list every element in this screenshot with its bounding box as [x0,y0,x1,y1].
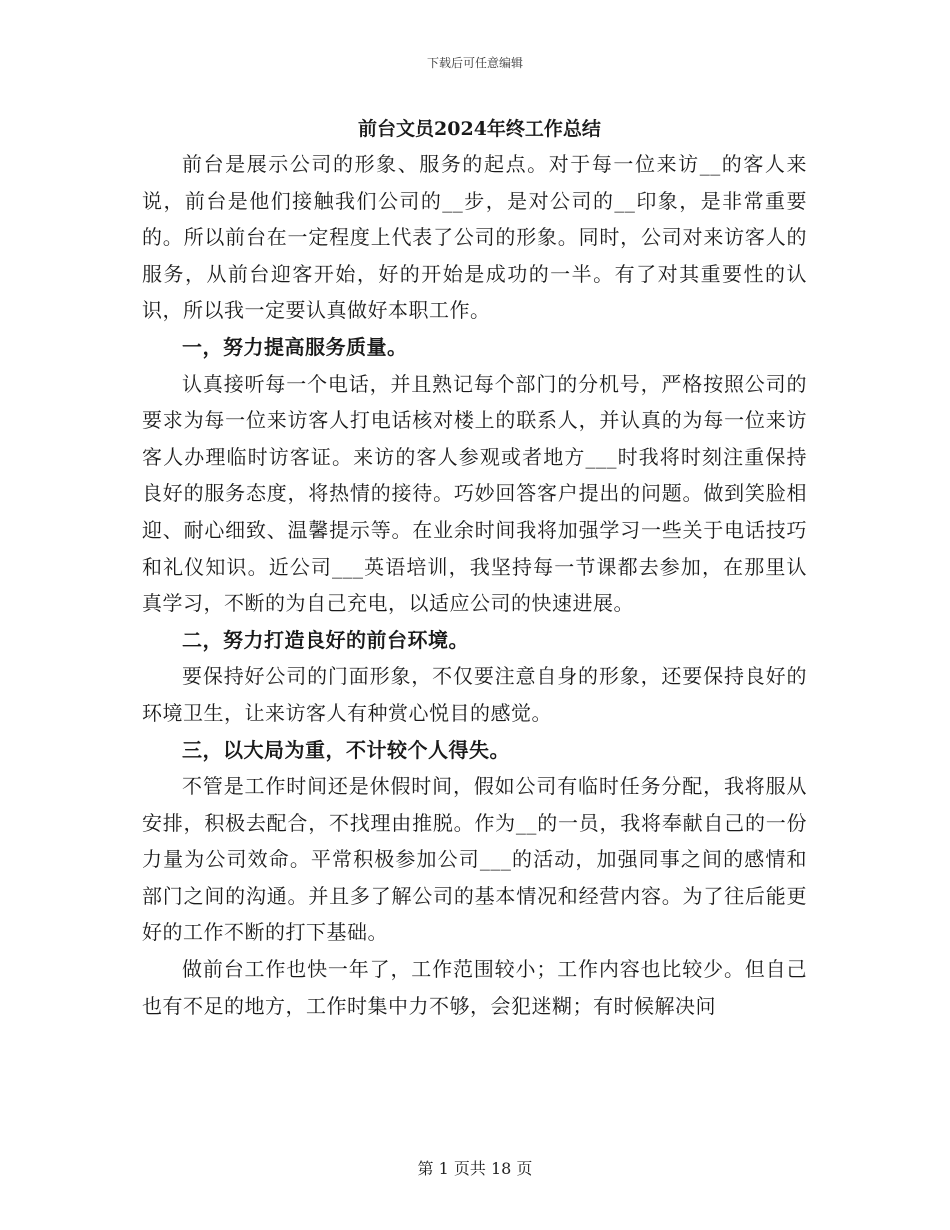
document-title: 前台文员2024年终工作总结 [358,118,601,140]
section-body-service-quality: 认真接听每一个电话，并且熟记每个部门的分机号，严格按照公司的要求为每一位来访客人打电话核对楼上的联系人，并认真的为每一位来访客人办理临时访客证。来访的客人参观或者地方___时我将时刻注重保持良好的服务态度，将热情的接待。巧妙回答客户提出的问题。做到笑脸相迎、耐心细致、温馨提示等。在业余时间我将加强学习一些关于电话技巧和礼仪知识。近公司___英语培训，我坚持每一节课都去参加，在那里认真学习，不断的为自己充电，以适应公司的快速进展。 [142,371,807,616]
section-body-front-desk-environment: 要保持好公司的门面形象，不仅要注意自身的形象，还要保持良好的环境卫生，让来访客人有种赏心悦目的感觉。 [142,664,807,725]
section-heading-front-desk-environment: 二，努力打造良好的前台环境。 [182,627,469,652]
document-body [142,112,807,1024]
intro-paragraph: 前台是展示公司的形象、服务的起点。对于每一位来访__的客人来说，前台是他们接触我们公司的__步，是对公司的__印象，是非常重要的。所以前台在一定程度上代表了公司的形象。同时，公司对来访客人的服务，从前台迎客开始，好的开始是成功的一半。有了对其重要性的认识，所以我一定要认真做好本职工作。 [142,152,807,323]
closing-paragraph: 做前台工作也快一年了，工作范围较小；工作内容也比较少。但自己也有不足的地方，工作时集中力不够，会犯迷糊；有时候解决问 [142,957,807,1018]
section-heading-overall-interest: 三，以大局为重，不计较个人得失。 [182,737,510,762]
section-heading-service-quality: 一，努力提高服务质量。 [182,334,408,359]
page-footer: 第 1 页共 18 页 [417,1159,533,1178]
page-header: 下载后可任意编辑 [426,56,523,70]
section-body-overall-interest: 不管是工作时间还是休假时间，假如公司有临时任务分配，我将服从安排，积极去配合，不找理由推脱。作为__的一员，我将奉献自己的一份力量为公司效命。平常积极参加公司___的活动，加强同事之间的感情和部门之间的沟通。并且多了解公司的基本情况和经营内容。为了往后能更好的工作不断的打下基础。 [142,774,807,945]
